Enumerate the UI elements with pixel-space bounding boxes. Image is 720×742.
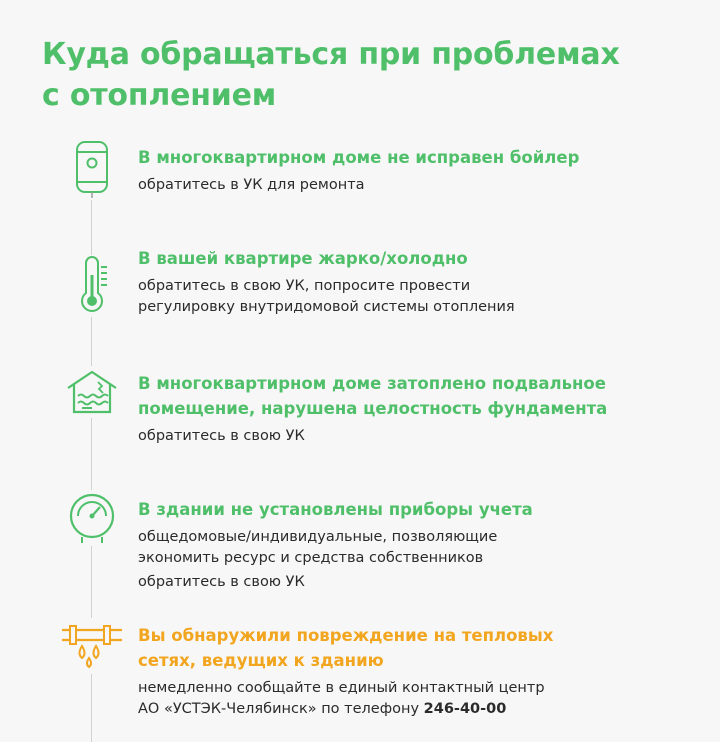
item-title: [138, 623, 698, 673]
page-title: [42, 34, 662, 116]
boiler-icon: [72, 138, 112, 200]
page-title-line-2: с отоплением: [42, 78, 277, 113]
thermometer-icon: [72, 255, 112, 317]
item-subtext: [138, 527, 698, 569]
item-text-line-1: немедленно сообщайте в единый контактный центр: [138, 680, 545, 696]
item-text-line-2: регулировку внутридомовой системы отопления: [138, 299, 515, 315]
item-text: обратитесь в свою УК: [138, 574, 305, 590]
item-flooded-basement: [138, 371, 698, 447]
item-text: обратитесь в УК для ремонта: [138, 177, 365, 193]
item-text: обратитесь в свою УК: [138, 428, 305, 444]
phone-number: 246-40-00: [423, 701, 507, 717]
item-title: В здании не установлены приборы учета: [138, 500, 533, 519]
leaking-pipe-icon: [58, 618, 126, 674]
item-title-line-2: сетях, ведущих к зданию: [138, 651, 384, 670]
item-title-line-1: В многоквартирном доме затоплено подвальное: [138, 374, 606, 393]
item-title: В многоквартирном доме не исправен бойлер: [138, 148, 580, 167]
item-title: В вашей квартире жарко/холодно: [138, 249, 468, 268]
item-text-line-1: обратитесь в свою УК, попросите провести: [138, 278, 471, 294]
meter-gauge-icon: [64, 490, 120, 546]
item-temperature: [138, 246, 698, 318]
item-subtext-line-2: экономить ресурс и средства собственников: [138, 550, 484, 566]
item-subtext-line-1: общедомовые/индивидуальные, позволяющие: [138, 529, 498, 545]
item-text-line-2: АО «УСТЭК-Челябинск» по телефону: [138, 701, 420, 717]
item-meters: [138, 497, 698, 593]
item-title: [138, 371, 698, 421]
item-heat-network-damage: [138, 623, 698, 720]
item-text: [138, 276, 698, 318]
page-title-line-1: Куда обращаться при проблемах: [42, 37, 620, 72]
item-title-line-2: помещение, нарушена целостность фундамента: [138, 399, 608, 418]
item-boiler: [138, 145, 698, 196]
flooded-house-icon: [62, 366, 122, 418]
item-title-line-1: Вы обнаружили повреждение на тепловых: [138, 626, 554, 645]
item-text: [138, 678, 698, 720]
